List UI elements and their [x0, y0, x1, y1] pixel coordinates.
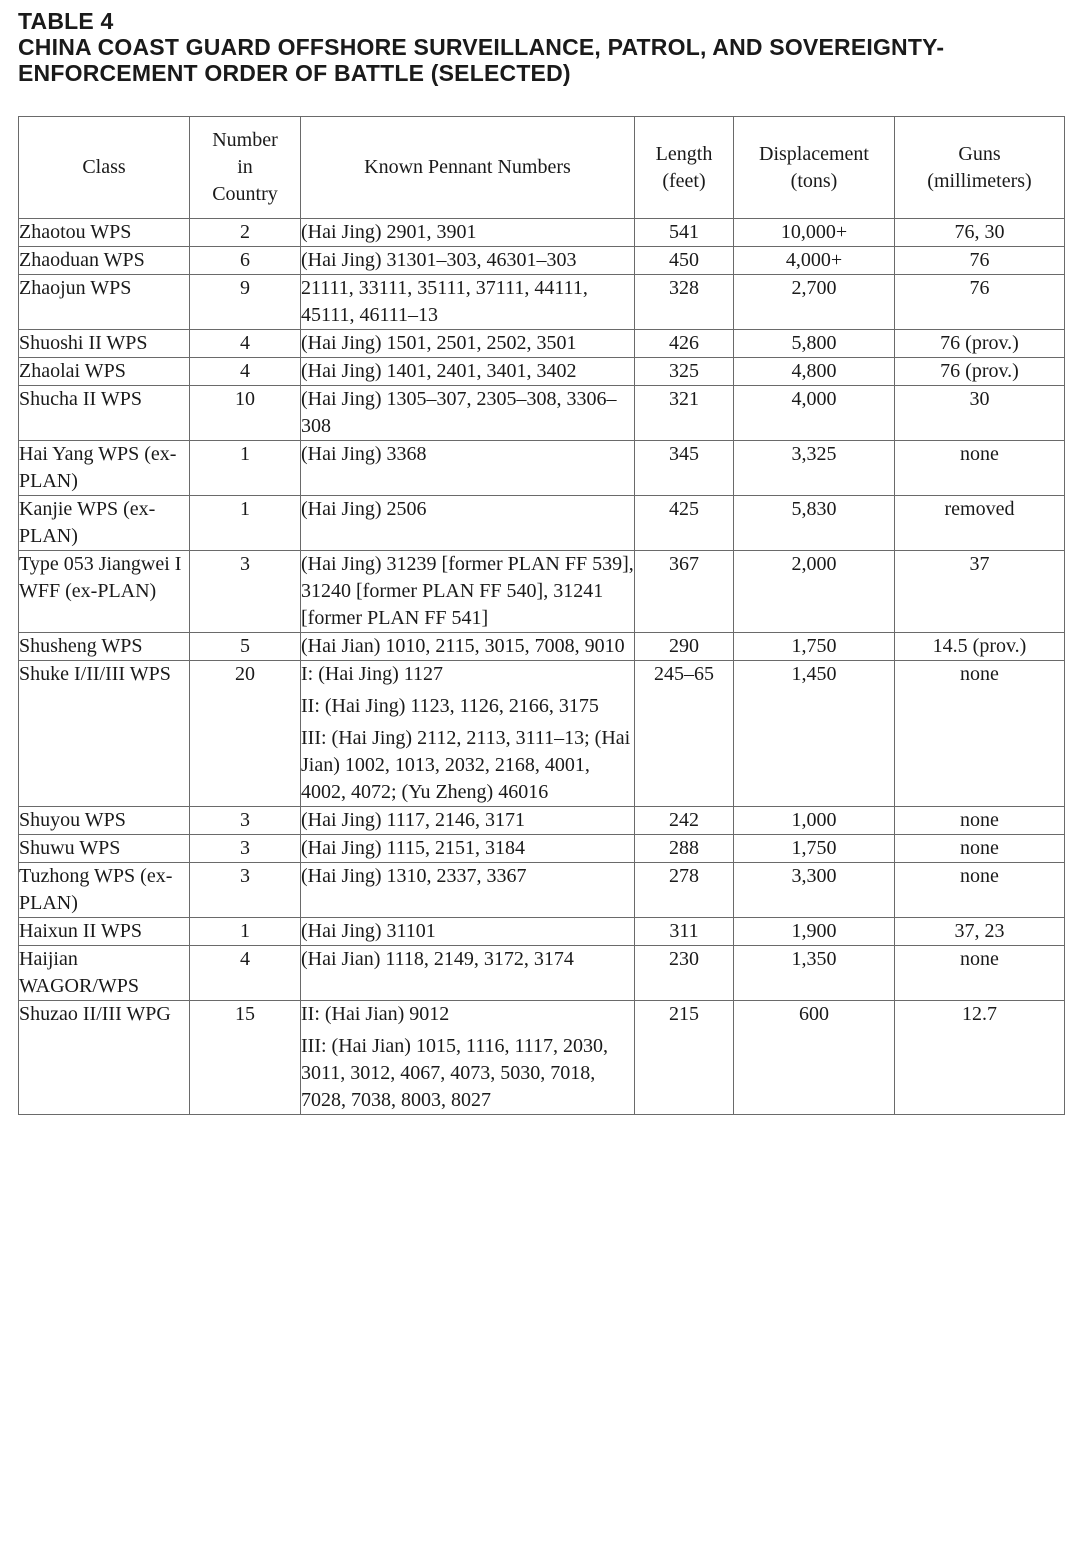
cell-pennants [301, 807, 635, 835]
cell-displacement: 5,830 [734, 496, 895, 551]
cell-number: 9 [190, 275, 301, 330]
cell-pennants [301, 275, 635, 330]
cell-class: Zhaojun WPS [19, 275, 190, 330]
cell-length: 288 [635, 835, 734, 863]
cell-guns: 14.5 (prov.) [895, 633, 1065, 661]
cell-class: Type 053 Jiangwei I WFF (ex-PLAN) [19, 551, 190, 633]
cell-displacement: 4,800 [734, 358, 895, 386]
cell-class: Shuyou WPS [19, 807, 190, 835]
cell-pennants [301, 1001, 635, 1115]
cell-length: 426 [635, 330, 734, 358]
cell-length: 311 [635, 918, 734, 946]
cell-guns: 30 [895, 386, 1065, 441]
table-row [19, 441, 1065, 496]
cell-guns: none [895, 807, 1065, 835]
cell-displacement: 1,900 [734, 918, 895, 946]
cell-displacement: 4,000+ [734, 247, 895, 275]
pennant-group: (Hai Jian) 1118, 2149, 3172, 3174 [301, 948, 574, 970]
pennant-group: (Hai Jing) 31301–303, 46301–303 [301, 249, 577, 271]
cell-class: Hai Yang WPS (ex-PLAN) [19, 441, 190, 496]
table-row [19, 633, 1065, 661]
pennant-group: (Hai Jing) 1501, 2501, 2502, 3501 [301, 332, 577, 354]
cell-length: 245–65 [635, 661, 734, 807]
cell-length: 242 [635, 807, 734, 835]
cell-number: 4 [190, 330, 301, 358]
cell-pennants [301, 330, 635, 358]
cell-guns: 76 [895, 247, 1065, 275]
cell-length: 450 [635, 247, 734, 275]
column-header-pennant: Known Pennant Numbers [301, 117, 635, 219]
cell-length: 230 [635, 946, 734, 1001]
table-row [19, 551, 1065, 633]
cell-number: 3 [190, 807, 301, 835]
cell-length: 541 [635, 219, 734, 247]
pennant-group: II: (Hai Jing) 1123, 1126, 2166, 3175 [301, 695, 599, 717]
cell-displacement: 1,450 [734, 661, 895, 807]
cell-guns: none [895, 661, 1065, 807]
cell-guns: 37, 23 [895, 918, 1065, 946]
cell-displacement: 10,000+ [734, 219, 895, 247]
cell-length: 321 [635, 386, 734, 441]
table-number: TABLE 4 [18, 8, 114, 34]
cell-pennants [301, 441, 635, 496]
cell-pennants [301, 386, 635, 441]
pennant-group: (Hai Jing) 1310, 2337, 3367 [301, 865, 527, 887]
table-title-line-1: CHINA COAST GUARD OFFSHORE SURVEILLANCE, PATROL, AND SOVEREIGNTY- [18, 34, 945, 60]
cell-class: Shucha II WPS [19, 386, 190, 441]
cell-pennants [301, 358, 635, 386]
pennant-group: (Hai Jing) 31239 [former PLAN FF 539], 31240 [former PLAN FF 540], 31241 [former PLAN FF 541] [301, 553, 634, 629]
cell-displacement: 3,325 [734, 441, 895, 496]
cell-pennants [301, 551, 635, 633]
pennant-group: (Hai Jing) 1117, 2146, 3171 [301, 809, 526, 831]
table-row [19, 247, 1065, 275]
cell-displacement: 1,350 [734, 946, 895, 1001]
pennant-group: (Hai Jing) 3368 [301, 443, 427, 465]
pennant-group: (Hai Jian) 1010, 2115, 3015, 7008, 9010 [301, 635, 625, 657]
table-row [19, 863, 1065, 918]
cell-pennants [301, 661, 635, 807]
cell-guns: none [895, 946, 1065, 1001]
cell-class: Haixun II WPS [19, 918, 190, 946]
pennant-group: I: (Hai Jing) 1127 [301, 663, 444, 685]
cell-pennants [301, 219, 635, 247]
table-title-line-2: ENFORCEMENT ORDER OF BATTLE (SELECTED) [18, 60, 571, 86]
cell-displacement: 5,800 [734, 330, 895, 358]
cell-guns: 76 [895, 275, 1065, 330]
table-row [19, 946, 1065, 1001]
cell-displacement: 1,000 [734, 807, 895, 835]
cell-length: 290 [635, 633, 734, 661]
cell-class: Shuke I/II/III WPS [19, 661, 190, 807]
table-body [19, 219, 1065, 1115]
table-row [19, 835, 1065, 863]
cell-length: 278 [635, 863, 734, 918]
cell-class: Shuoshi II WPS [19, 330, 190, 358]
pennant-group: (Hai Jing) 1401, 2401, 3401, 3402 [301, 360, 577, 382]
table-row [19, 386, 1065, 441]
table-row [19, 219, 1065, 247]
table-row [19, 275, 1065, 330]
cell-number: 1 [190, 918, 301, 946]
cell-pennants [301, 835, 635, 863]
cell-displacement: 2,700 [734, 275, 895, 330]
cell-number: 4 [190, 358, 301, 386]
table-row [19, 330, 1065, 358]
cell-class: Kanjie WPS (ex-PLAN) [19, 496, 190, 551]
cell-pennants [301, 496, 635, 551]
cell-pennants [301, 946, 635, 1001]
cell-number: 3 [190, 835, 301, 863]
cell-number: 1 [190, 496, 301, 551]
table-row [19, 1001, 1065, 1115]
cell-number: 3 [190, 863, 301, 918]
table-row [19, 661, 1065, 807]
cell-number: 4 [190, 946, 301, 1001]
column-header-number: Number in Country [190, 117, 301, 219]
cell-guns: none [895, 441, 1065, 496]
cell-displacement: 600 [734, 1001, 895, 1115]
cell-class: Shusheng WPS [19, 633, 190, 661]
cell-guns: none [895, 863, 1065, 918]
cell-pennants [301, 918, 635, 946]
cell-class: Haijian WAGOR/WPS [19, 946, 190, 1001]
cell-pennants [301, 247, 635, 275]
cell-class: Zhaotou WPS [19, 219, 190, 247]
pennant-group: II: (Hai Jian) 9012 [301, 1003, 450, 1025]
cell-length: 325 [635, 358, 734, 386]
cell-displacement: 4,000 [734, 386, 895, 441]
column-header-length: Length (feet) [635, 117, 734, 219]
pennant-group: (Hai Jing) 1115, 2151, 3184 [301, 837, 526, 859]
cell-number: 6 [190, 247, 301, 275]
cell-class: Shuwu WPS [19, 835, 190, 863]
cell-displacement: 1,750 [734, 633, 895, 661]
cell-guns: 76 (prov.) [895, 358, 1065, 386]
cell-displacement: 1,750 [734, 835, 895, 863]
table-row [19, 807, 1065, 835]
cell-guns: 37 [895, 551, 1065, 633]
cell-length: 215 [635, 1001, 734, 1115]
pennant-group: 21111, 33111, 35111, 37111, 44111, 45111, 46111–13 [301, 277, 588, 326]
table-row [19, 358, 1065, 386]
cell-class: Shuzao II/III WPG [19, 1001, 190, 1115]
pennant-group: (Hai Jing) 31101 [301, 920, 436, 942]
cell-guns: removed [895, 496, 1065, 551]
cell-number: 20 [190, 661, 301, 807]
cell-displacement: 3,300 [734, 863, 895, 918]
cell-length: 328 [635, 275, 734, 330]
pennant-group: III: (Hai Jing) 2112, 2113, 3111–13; (Hai Jian) 1002, 1013, 2032, 2168, 4001, 4002, 4072; (Yu Zheng) 46016 [301, 727, 631, 803]
cell-length: 367 [635, 551, 734, 633]
cell-number: 3 [190, 551, 301, 633]
cell-class: Zhaoduan WPS [19, 247, 190, 275]
cell-number: 10 [190, 386, 301, 441]
pennant-group: III: (Hai Jian) 1015, 1116, 1117, 2030, 3011, 3012, 4067, 4073, 5030, 7018, 7028, 7038, 8003, 8027 [301, 1035, 608, 1111]
header-row [19, 117, 1065, 219]
cell-guns: none [895, 835, 1065, 863]
table-row [19, 918, 1065, 946]
order-of-battle-table [18, 116, 1065, 1115]
cell-pennants [301, 863, 635, 918]
cell-guns: 12.7 [895, 1001, 1065, 1115]
cell-displacement: 2,000 [734, 551, 895, 633]
cell-length: 425 [635, 496, 734, 551]
cell-guns: 76, 30 [895, 219, 1065, 247]
table-row [19, 496, 1065, 551]
cell-guns: 76 (prov.) [895, 330, 1065, 358]
cell-class: Zhaolai WPS [19, 358, 190, 386]
pennant-group: (Hai Jing) 2901, 3901 [301, 221, 477, 243]
cell-pennants [301, 633, 635, 661]
cell-number: 1 [190, 441, 301, 496]
cell-number: 5 [190, 633, 301, 661]
cell-number: 2 [190, 219, 301, 247]
column-header-guns: Guns (millimeters) [895, 117, 1065, 219]
column-header-class: Class [19, 117, 190, 219]
table-heading [18, 8, 1068, 86]
pennant-group: (Hai Jing) 1305–307, 2305–308, 3306–308 [301, 388, 617, 437]
cell-class: Tuzhong WPS (ex-PLAN) [19, 863, 190, 918]
cell-number: 15 [190, 1001, 301, 1115]
cell-length: 345 [635, 441, 734, 496]
pennant-group: (Hai Jing) 2506 [301, 498, 427, 520]
column-header-displacement: Displacement (tons) [734, 117, 895, 219]
